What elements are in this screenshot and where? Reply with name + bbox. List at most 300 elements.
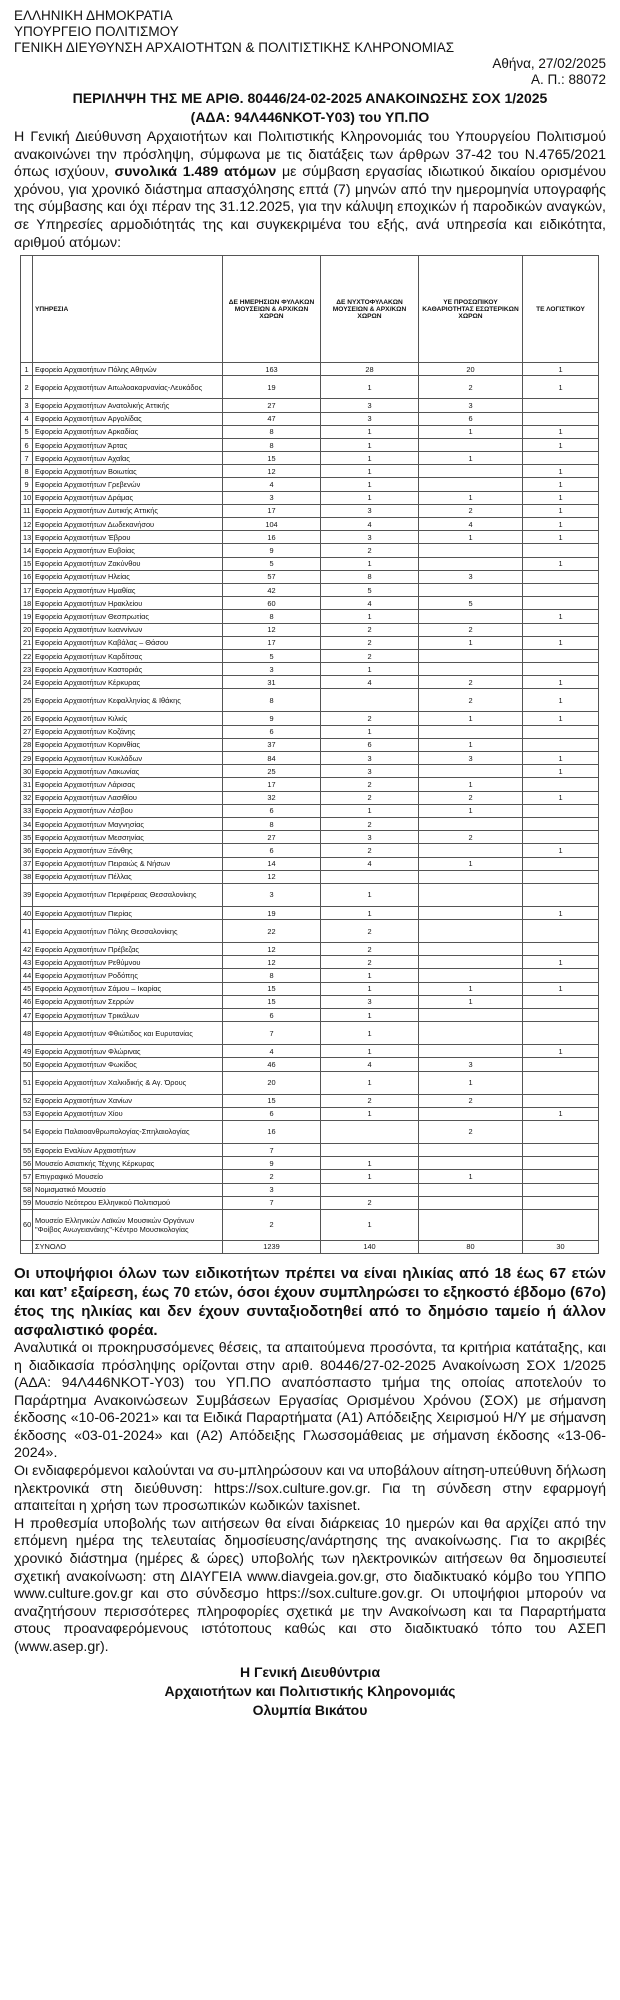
row-cleaning-staff xyxy=(419,649,523,662)
row-cleaning-staff xyxy=(419,610,523,623)
row-accounting xyxy=(523,649,599,662)
row-day-guards: 20 xyxy=(223,1071,321,1094)
row-accounting xyxy=(523,663,599,676)
row-cleaning-staff xyxy=(419,1107,523,1120)
row-night-guards: 3 xyxy=(321,752,419,765)
row-accounting xyxy=(523,831,599,844)
row-cleaning-staff xyxy=(419,1143,523,1156)
total-label: ΣΥΝΟΛΟ xyxy=(33,1240,223,1253)
row-day-guards: 8 xyxy=(223,969,321,982)
row-cleaning-staff: 2 xyxy=(419,1094,523,1107)
row-accounting: 1 xyxy=(523,765,599,778)
row-night-guards: 1 xyxy=(321,1022,419,1045)
row-number: 40 xyxy=(21,906,33,919)
row-service: Εφορεία Αρχαιοτήτων Πειραιώς & Νήσων xyxy=(33,857,223,870)
table-row xyxy=(21,412,599,425)
row-service: Εφορεία Αρχαιοτήτων Ρεθύμνου xyxy=(33,956,223,969)
row-number: 19 xyxy=(21,610,33,623)
row-number: 4 xyxy=(21,412,33,425)
table-row xyxy=(21,738,599,751)
row-service: Εφορεία Αρχαιοτήτων Αχαΐας xyxy=(33,452,223,465)
row-number: 17 xyxy=(21,583,33,596)
row-number: 12 xyxy=(21,518,33,531)
row-night-guards: 1 xyxy=(321,610,419,623)
row-night-guards: 2 xyxy=(321,844,419,857)
row-cleaning-staff: 4 xyxy=(419,518,523,531)
row-day-guards: 12 xyxy=(223,465,321,478)
row-service: Εφορεία Παλαιοανθρωπολογίας-Σπηλαιολογίας xyxy=(33,1120,223,1143)
row-accounting xyxy=(523,883,599,906)
summary-title: ΠΕΡΙΛΗΨΗ ΤΗΣ ΜΕ ΑΡΙΘ. 80446/24-02-2025 ΑΝΑΚΟΙΝΩΣΗΣ ΣΟΧ 1/2025 xyxy=(72,90,548,106)
row-cleaning-staff: 20 xyxy=(419,363,523,376)
row-cleaning-staff: 2 xyxy=(419,689,523,712)
row-accounting: 1 xyxy=(523,465,599,478)
row-cleaning-staff: 1 xyxy=(419,452,523,465)
table-row xyxy=(21,491,599,504)
row-day-guards: 3 xyxy=(223,663,321,676)
row-accounting xyxy=(523,1071,599,1094)
row-accounting xyxy=(523,1196,599,1209)
row-cleaning-staff xyxy=(419,557,523,570)
row-accounting: 1 xyxy=(523,689,599,712)
row-accounting xyxy=(523,570,599,583)
row-accounting: 1 xyxy=(523,712,599,725)
row-day-guards: 12 xyxy=(223,956,321,969)
table-row xyxy=(21,544,599,557)
row-cleaning-staff xyxy=(419,1022,523,1045)
row-cleaning-staff: 2 xyxy=(419,1120,523,1143)
table-row xyxy=(21,712,599,725)
row-number: 33 xyxy=(21,804,33,817)
row-service: Εφορεία Αρχαιοτήτων Θεσπρωτίας xyxy=(33,610,223,623)
row-accounting xyxy=(523,995,599,1008)
row-accounting: 1 xyxy=(523,1107,599,1120)
row-night-guards xyxy=(321,1143,419,1156)
row-cleaning-staff xyxy=(419,725,523,738)
row-number: 11 xyxy=(21,504,33,517)
row-night-guards: 2 xyxy=(321,544,419,557)
row-service: Μουσείο Νεότερου Ελληνικού Πολιτισμού xyxy=(33,1196,223,1209)
table-row xyxy=(21,883,599,906)
total-cleaning-staff: 80 xyxy=(419,1240,523,1253)
row-night-guards: 1 xyxy=(321,452,419,465)
row-cleaning-staff xyxy=(419,1009,523,1022)
row-cleaning-staff: 1 xyxy=(419,491,523,504)
signature-title: Η Γενική Διευθύντρια xyxy=(239,1663,381,1680)
row-accounting xyxy=(523,1209,599,1240)
row-night-guards: 4 xyxy=(321,518,419,531)
header-line-3: ΓΕΝΙΚΗ ΔΙΕΥΘΥΝΣΗ ΑΡΧΑΙΟΤΗΤΩΝ & ΠΟΛΙΤΙΣΤΙΚΗΣ ΚΛΗΡΟΝΟΜΙΑΣ xyxy=(14,40,455,55)
row-cleaning-staff: 1 xyxy=(419,778,523,791)
table-row xyxy=(21,752,599,765)
row-number: 25 xyxy=(21,689,33,712)
row-service: Μουσείο Ελληνικών Λαϊκών Μουσικών Οργάνων "Φοίβος Ανωγειανάκης"-Κέντρο Μουσικολογίας xyxy=(33,1209,223,1240)
row-day-guards: 16 xyxy=(223,1120,321,1143)
row-day-guards: 7 xyxy=(223,1143,321,1156)
row-day-guards: 3 xyxy=(223,491,321,504)
row-cleaning-staff xyxy=(419,956,523,969)
row-number: 44 xyxy=(21,969,33,982)
table-row xyxy=(21,969,599,982)
row-number: 3 xyxy=(21,399,33,412)
row-number: 8 xyxy=(21,465,33,478)
row-service: Εφορεία Αρχαιοτήτων Περιφέρειας Θεσσαλονίκης xyxy=(33,883,223,906)
row-cleaning-staff xyxy=(419,844,523,857)
row-service: Εφορεία Αρχαιοτήτων Σερρών xyxy=(33,995,223,1008)
row-accounting xyxy=(523,1120,599,1143)
row-accounting: 1 xyxy=(523,376,599,399)
table-row xyxy=(21,1022,599,1045)
row-accounting xyxy=(523,1170,599,1183)
table-row xyxy=(21,583,599,596)
row-service: Εφορεία Αρχαιοτήτων Φωκίδος xyxy=(33,1058,223,1071)
row-number: 13 xyxy=(21,531,33,544)
row-cleaning-staff xyxy=(419,920,523,943)
table-row xyxy=(21,817,599,830)
intro-text-2: με σύμβαση εργασίας ιδιωτικού δικαίου ορισμένου χρόνου, για χρονικό διάστημα απασχόλησης επτά (7) μηνών από την ημερομηνία υπογραφής της σύμβασης και όχι πέραν της 31.12.2025, για την κάλυψη εποχικών ή παροδικών αναγκών, σε Υπηρεσίες αρμοδιότητάς της και συγκεκριμένα του εξής, ανά υπηρεσία και ειδικότητα, αριθμού ατόμων: xyxy=(14,164,606,251)
row-cleaning-staff: 3 xyxy=(419,570,523,583)
row-accounting xyxy=(523,1022,599,1045)
row-day-guards: 7 xyxy=(223,1022,321,1045)
row-cleaning-staff: 1 xyxy=(419,1071,523,1094)
row-night-guards: 3 xyxy=(321,399,419,412)
row-service: Εφορεία Αρχαιοτήτων Χανίων xyxy=(33,1094,223,1107)
table-row xyxy=(21,570,599,583)
row-night-guards: 4 xyxy=(321,676,419,689)
row-accounting: 1 xyxy=(523,504,599,517)
row-night-guards: 2 xyxy=(321,636,419,649)
row-service: Επιγραφικό Μουσείο xyxy=(33,1170,223,1183)
row-night-guards: 3 xyxy=(321,412,419,425)
table-row xyxy=(21,982,599,995)
row-number: 21 xyxy=(21,636,33,649)
row-night-guards: 1 xyxy=(321,982,419,995)
row-cleaning-staff: 3 xyxy=(419,1058,523,1071)
row-night-guards: 1 xyxy=(321,1045,419,1058)
row-day-guards: 104 xyxy=(223,518,321,531)
row-service: Εφορεία Αρχαιοτήτων Δράμας xyxy=(33,491,223,504)
row-day-guards: 7 xyxy=(223,1196,321,1209)
row-day-guards: 163 xyxy=(223,363,321,376)
row-day-guards: 27 xyxy=(223,831,321,844)
row-accounting xyxy=(523,597,599,610)
intro-total-bold: συνολικά 1.489 ατόμων xyxy=(114,164,277,181)
row-cleaning-staff: 1 xyxy=(419,1170,523,1183)
row-night-guards: 28 xyxy=(321,363,419,376)
row-night-guards: 1 xyxy=(321,557,419,570)
table-row xyxy=(21,531,599,544)
row-accounting xyxy=(523,1009,599,1022)
row-service: Εφορεία Αρχαιοτήτων Ξάνθης xyxy=(33,844,223,857)
row-service: Εφορεία Αρχαιοτήτων Λάρισας xyxy=(33,778,223,791)
table-row xyxy=(21,438,599,451)
row-number: 14 xyxy=(21,544,33,557)
signature-name: Ολυμπία Βικάτου xyxy=(252,1701,368,1718)
table-row xyxy=(21,1120,599,1143)
row-cleaning-staff: 5 xyxy=(419,597,523,610)
row-service: Εφορεία Αρχαιοτήτων Σάμου – Ικαρίας xyxy=(33,982,223,995)
row-number: 36 xyxy=(21,844,33,857)
table-row xyxy=(21,465,599,478)
row-day-guards: 6 xyxy=(223,1009,321,1022)
row-accounting: 1 xyxy=(523,676,599,689)
row-service: Εφορεία Αρχαιοτήτων Δωδεκανήσου xyxy=(33,518,223,531)
row-day-guards: 6 xyxy=(223,804,321,817)
row-cleaning-staff: 3 xyxy=(419,399,523,412)
row-cleaning-staff xyxy=(419,465,523,478)
row-night-guards: 1 xyxy=(321,491,419,504)
row-cleaning-staff: 1 xyxy=(419,531,523,544)
row-number: 18 xyxy=(21,597,33,610)
row-number: 16 xyxy=(21,570,33,583)
row-night-guards: 1 xyxy=(321,478,419,491)
total-number xyxy=(21,1240,33,1253)
row-day-guards: 8 xyxy=(223,689,321,712)
body-paragraph-details: Αναλυτικά οι προκηρυσσόμενες θέσεις, τα απαιτούμενα προσόντα, τα κριτήρια κατάταξης, και η διαδικασία πρόσληψης ορίζονται στην αριθ. 80446/27-02-2025 Ανακοίνωση ΣΟΧ 1/2025 (ΑΔΑ: 94Λ446ΝΚΟΤ-Υ03) του ΥΠ.ΠΟ αναπόσπαστο τμήμα της οποίας αποτελούν το Παράρτημα Ανακοινώσεων Συμβάσεων Εργασίας Ορισμένου Χρόνου (ΣΟΧ) με σήμανση έκδοσης «10-06-2021» και τα Ειδικά Παραρτήματα (Α1) Απόδειξης Χειρισμού Η/Υ με σήμανση έκδοσης «03-01-2024» και (Α2) Απόδειξης Γλωσσομάθειας με σήμανση έκδοσης «13-06-2024». xyxy=(14,1339,606,1462)
row-service: Εφορεία Αρχαιοτήτων Καρδίτσας xyxy=(33,649,223,662)
row-accounting: 1 xyxy=(523,752,599,765)
row-day-guards: 57 xyxy=(223,570,321,583)
row-cleaning-staff: 1 xyxy=(419,995,523,1008)
row-day-guards: 17 xyxy=(223,778,321,791)
row-accounting xyxy=(523,1094,599,1107)
row-day-guards: 15 xyxy=(223,982,321,995)
table-row xyxy=(21,425,599,438)
table-row xyxy=(21,452,599,465)
table-row xyxy=(21,1071,599,1094)
row-cleaning-staff xyxy=(419,583,523,596)
row-service: Εφορεία Αρχαιοτήτων Πόλης Θεσσαλονίκης xyxy=(33,920,223,943)
header-accounting: ΤΕ ΛΟΓΙΣΤΙΚΟΥ xyxy=(523,256,599,363)
row-night-guards: 2 xyxy=(321,649,419,662)
row-number: 23 xyxy=(21,663,33,676)
table-row xyxy=(21,1143,599,1156)
row-cleaning-staff xyxy=(419,969,523,982)
positions-table xyxy=(20,255,599,1254)
row-service: Εφορεία Αρχαιοτήτων Κέρκυρας xyxy=(33,676,223,689)
total-day-guards: 1239 xyxy=(223,1240,321,1253)
row-accounting: 1 xyxy=(523,791,599,804)
row-number: 46 xyxy=(21,995,33,1008)
row-service: Εφορεία Αρχαιοτήτων Καστοριάς xyxy=(33,663,223,676)
row-day-guards: 12 xyxy=(223,943,321,956)
row-night-guards: 1 xyxy=(321,425,419,438)
row-day-guards: 25 xyxy=(223,765,321,778)
row-accounting: 1 xyxy=(523,956,599,969)
row-accounting xyxy=(523,412,599,425)
intro-paragraph xyxy=(14,129,606,252)
row-cleaning-staff xyxy=(419,765,523,778)
row-number: 52 xyxy=(21,1094,33,1107)
row-day-guards: 12 xyxy=(223,623,321,636)
row-cleaning-staff xyxy=(419,1196,523,1209)
row-service: Εφορεία Αρχαιοτήτων Πέλλας xyxy=(33,870,223,883)
row-cleaning-staff: 2 xyxy=(419,623,523,636)
row-day-guards: 42 xyxy=(223,583,321,596)
table-row xyxy=(21,363,599,376)
row-service: Εφορεία Αρχαιοτήτων Λακωνίας xyxy=(33,765,223,778)
row-day-guards: 22 xyxy=(223,920,321,943)
row-service: Εφορεία Αρχαιοτήτων Καβάλας – Θάσου xyxy=(33,636,223,649)
table-row xyxy=(21,725,599,738)
summary-subtitle: (ΑΔΑ: 94Λ446ΝΚΟΤ-Υ03) του ΥΠ.ΠΟ xyxy=(190,109,430,125)
row-cleaning-staff: 1 xyxy=(419,636,523,649)
row-number: 26 xyxy=(21,712,33,725)
row-day-guards: 84 xyxy=(223,752,321,765)
header-line-2: ΥΠΟΥΡΓΕΙΟ ΠΟΛΙΤΙΣΜΟΥ xyxy=(14,24,179,39)
row-day-guards: 3 xyxy=(223,883,321,906)
row-night-guards: 1 xyxy=(321,1157,419,1170)
row-accounting: 1 xyxy=(523,518,599,531)
row-service: Εφορεία Αρχαιοτήτων Αργολίδας xyxy=(33,412,223,425)
row-day-guards: 9 xyxy=(223,712,321,725)
signature-block xyxy=(14,1663,606,1720)
row-accounting: 1 xyxy=(523,478,599,491)
table-row xyxy=(21,478,599,491)
row-cleaning-staff: 2 xyxy=(419,791,523,804)
row-cleaning-staff xyxy=(419,544,523,557)
row-cleaning-staff: 3 xyxy=(419,752,523,765)
row-night-guards xyxy=(321,1120,419,1143)
table-row xyxy=(21,1107,599,1120)
row-number: 32 xyxy=(21,791,33,804)
row-service: Εφορεία Αρχαιοτήτων Ηλείας xyxy=(33,570,223,583)
row-day-guards: 6 xyxy=(223,725,321,738)
row-day-guards: 4 xyxy=(223,1045,321,1058)
row-accounting xyxy=(523,817,599,830)
row-service: Εφορεία Αρχαιοτήτων Πόλης Αθηνών xyxy=(33,363,223,376)
row-number: 42 xyxy=(21,943,33,956)
table-row xyxy=(21,1009,599,1022)
row-service: Εφορεία Αρχαιοτήτων Κιλκίς xyxy=(33,712,223,725)
row-night-guards: 1 xyxy=(321,969,419,982)
table-row xyxy=(21,920,599,943)
row-cleaning-staff xyxy=(419,906,523,919)
row-service: Εφορεία Αρχαιοτήτων Αρκαδίας xyxy=(33,425,223,438)
row-number: 34 xyxy=(21,817,33,830)
row-night-guards: 1 xyxy=(321,1009,419,1022)
row-accounting: 1 xyxy=(523,491,599,504)
row-accounting: 1 xyxy=(523,531,599,544)
row-night-guards: 3 xyxy=(321,504,419,517)
row-number: 7 xyxy=(21,452,33,465)
row-number: 6 xyxy=(21,438,33,451)
row-cleaning-staff xyxy=(419,1157,523,1170)
row-service: Εφορεία Αρχαιοτήτων Ευβοίας xyxy=(33,544,223,557)
row-day-guards: 2 xyxy=(223,1209,321,1240)
row-number: 24 xyxy=(21,676,33,689)
row-accounting xyxy=(523,804,599,817)
row-day-guards: 8 xyxy=(223,817,321,830)
table-row xyxy=(21,676,599,689)
row-number: 54 xyxy=(21,1120,33,1143)
row-night-guards: 4 xyxy=(321,857,419,870)
table-row xyxy=(21,857,599,870)
row-service: Εφορεία Αρχαιοτήτων Άρτας xyxy=(33,438,223,451)
row-night-guards: 3 xyxy=(321,831,419,844)
row-accounting xyxy=(523,623,599,636)
row-night-guards: 1 xyxy=(321,663,419,676)
row-cleaning-staff xyxy=(419,1045,523,1058)
table-row xyxy=(21,1196,599,1209)
table-row xyxy=(21,597,599,610)
row-night-guards: 1 xyxy=(321,438,419,451)
row-cleaning-staff: 6 xyxy=(419,412,523,425)
row-night-guards: 2 xyxy=(321,817,419,830)
total-night-guards: 140 xyxy=(321,1240,419,1253)
row-accounting xyxy=(523,544,599,557)
row-number: 9 xyxy=(21,478,33,491)
row-number: 55 xyxy=(21,1143,33,1156)
signature-department: Αρχαιοτήτων και Πολιτιστικής Κληρονομιάς xyxy=(164,1682,456,1699)
table-row xyxy=(21,1183,599,1196)
row-service: Εφορεία Αρχαιοτήτων Ημαθίας xyxy=(33,583,223,596)
row-cleaning-staff xyxy=(419,943,523,956)
header-cleaning-staff: ΥΕ ΠΡΟΣΩΠΙΚΟΥ ΚΑΘΑΡΙΟΤΗΤΑΣ ΕΣΩΤΕΡΙΚΩΝ ΧΩΡΩΝ xyxy=(419,256,523,363)
row-day-guards: 9 xyxy=(223,1157,321,1170)
table-row xyxy=(21,1094,599,1107)
table-row xyxy=(21,610,599,623)
row-night-guards: 3 xyxy=(321,765,419,778)
row-number: 51 xyxy=(21,1071,33,1094)
row-accounting: 1 xyxy=(523,610,599,623)
row-accounting xyxy=(523,583,599,596)
table-total-row xyxy=(21,1240,599,1253)
row-day-guards: 19 xyxy=(223,376,321,399)
row-day-guards: 14 xyxy=(223,857,321,870)
row-day-guards: 9 xyxy=(223,544,321,557)
row-night-guards: 4 xyxy=(321,597,419,610)
row-day-guards: 15 xyxy=(223,995,321,1008)
row-accounting xyxy=(523,1058,599,1071)
row-number: 59 xyxy=(21,1196,33,1209)
row-night-guards: 3 xyxy=(321,531,419,544)
row-number: 41 xyxy=(21,920,33,943)
document-date: Αθήνα, 27/02/2025 xyxy=(492,56,606,71)
row-number: 22 xyxy=(21,649,33,662)
row-accounting: 1 xyxy=(523,844,599,857)
row-night-guards: 8 xyxy=(321,570,419,583)
table-row xyxy=(21,765,599,778)
row-cleaning-staff: 1 xyxy=(419,738,523,751)
row-cleaning-staff xyxy=(419,817,523,830)
row-service: Εφορεία Αρχαιοτήτων Ζακύνθου xyxy=(33,557,223,570)
row-number: 43 xyxy=(21,956,33,969)
positions-table-body xyxy=(21,363,599,1254)
row-night-guards: 1 xyxy=(321,465,419,478)
row-accounting xyxy=(523,1183,599,1196)
row-cleaning-staff: 1 xyxy=(419,982,523,995)
row-day-guards: 37 xyxy=(223,738,321,751)
row-number: 15 xyxy=(21,557,33,570)
row-day-guards: 31 xyxy=(223,676,321,689)
row-night-guards: 2 xyxy=(321,943,419,956)
row-day-guards: 3 xyxy=(223,1183,321,1196)
row-number: 37 xyxy=(21,857,33,870)
header-night-guards: ΔΕ ΝΥΧΤΟΦΥΛΑΚΩΝ ΜΟΥΣΕΙΩΝ & ΑΡΧ/ΚΩΝ ΧΩΡΩΝ xyxy=(321,256,419,363)
row-service: Μουσείο Ασιατικής Τέχνης Κέρκυρας xyxy=(33,1157,223,1170)
intro-text-1: Η Γενική Διεύθυνση Αρχαιοτήτων και Πολιτιστικής Κληρονομιάς του Υπουργείου Πολιτισμού ανακοινώνει την πρόσληψη, σύμφωνα με τις διατάξεις των άρθρων 37-42 του Ν.4765/2021 όπως ισχύουν, xyxy=(14,129,606,181)
row-night-guards: 1 xyxy=(321,1071,419,1094)
row-service: Εφορεία Αρχαιοτήτων Πρέβεζας xyxy=(33,943,223,956)
row-accounting: 1 xyxy=(523,363,599,376)
row-day-guards: 8 xyxy=(223,610,321,623)
row-day-guards: 19 xyxy=(223,906,321,919)
table-row xyxy=(21,791,599,804)
row-number: 10 xyxy=(21,491,33,504)
row-accounting xyxy=(523,920,599,943)
table-row xyxy=(21,376,599,399)
